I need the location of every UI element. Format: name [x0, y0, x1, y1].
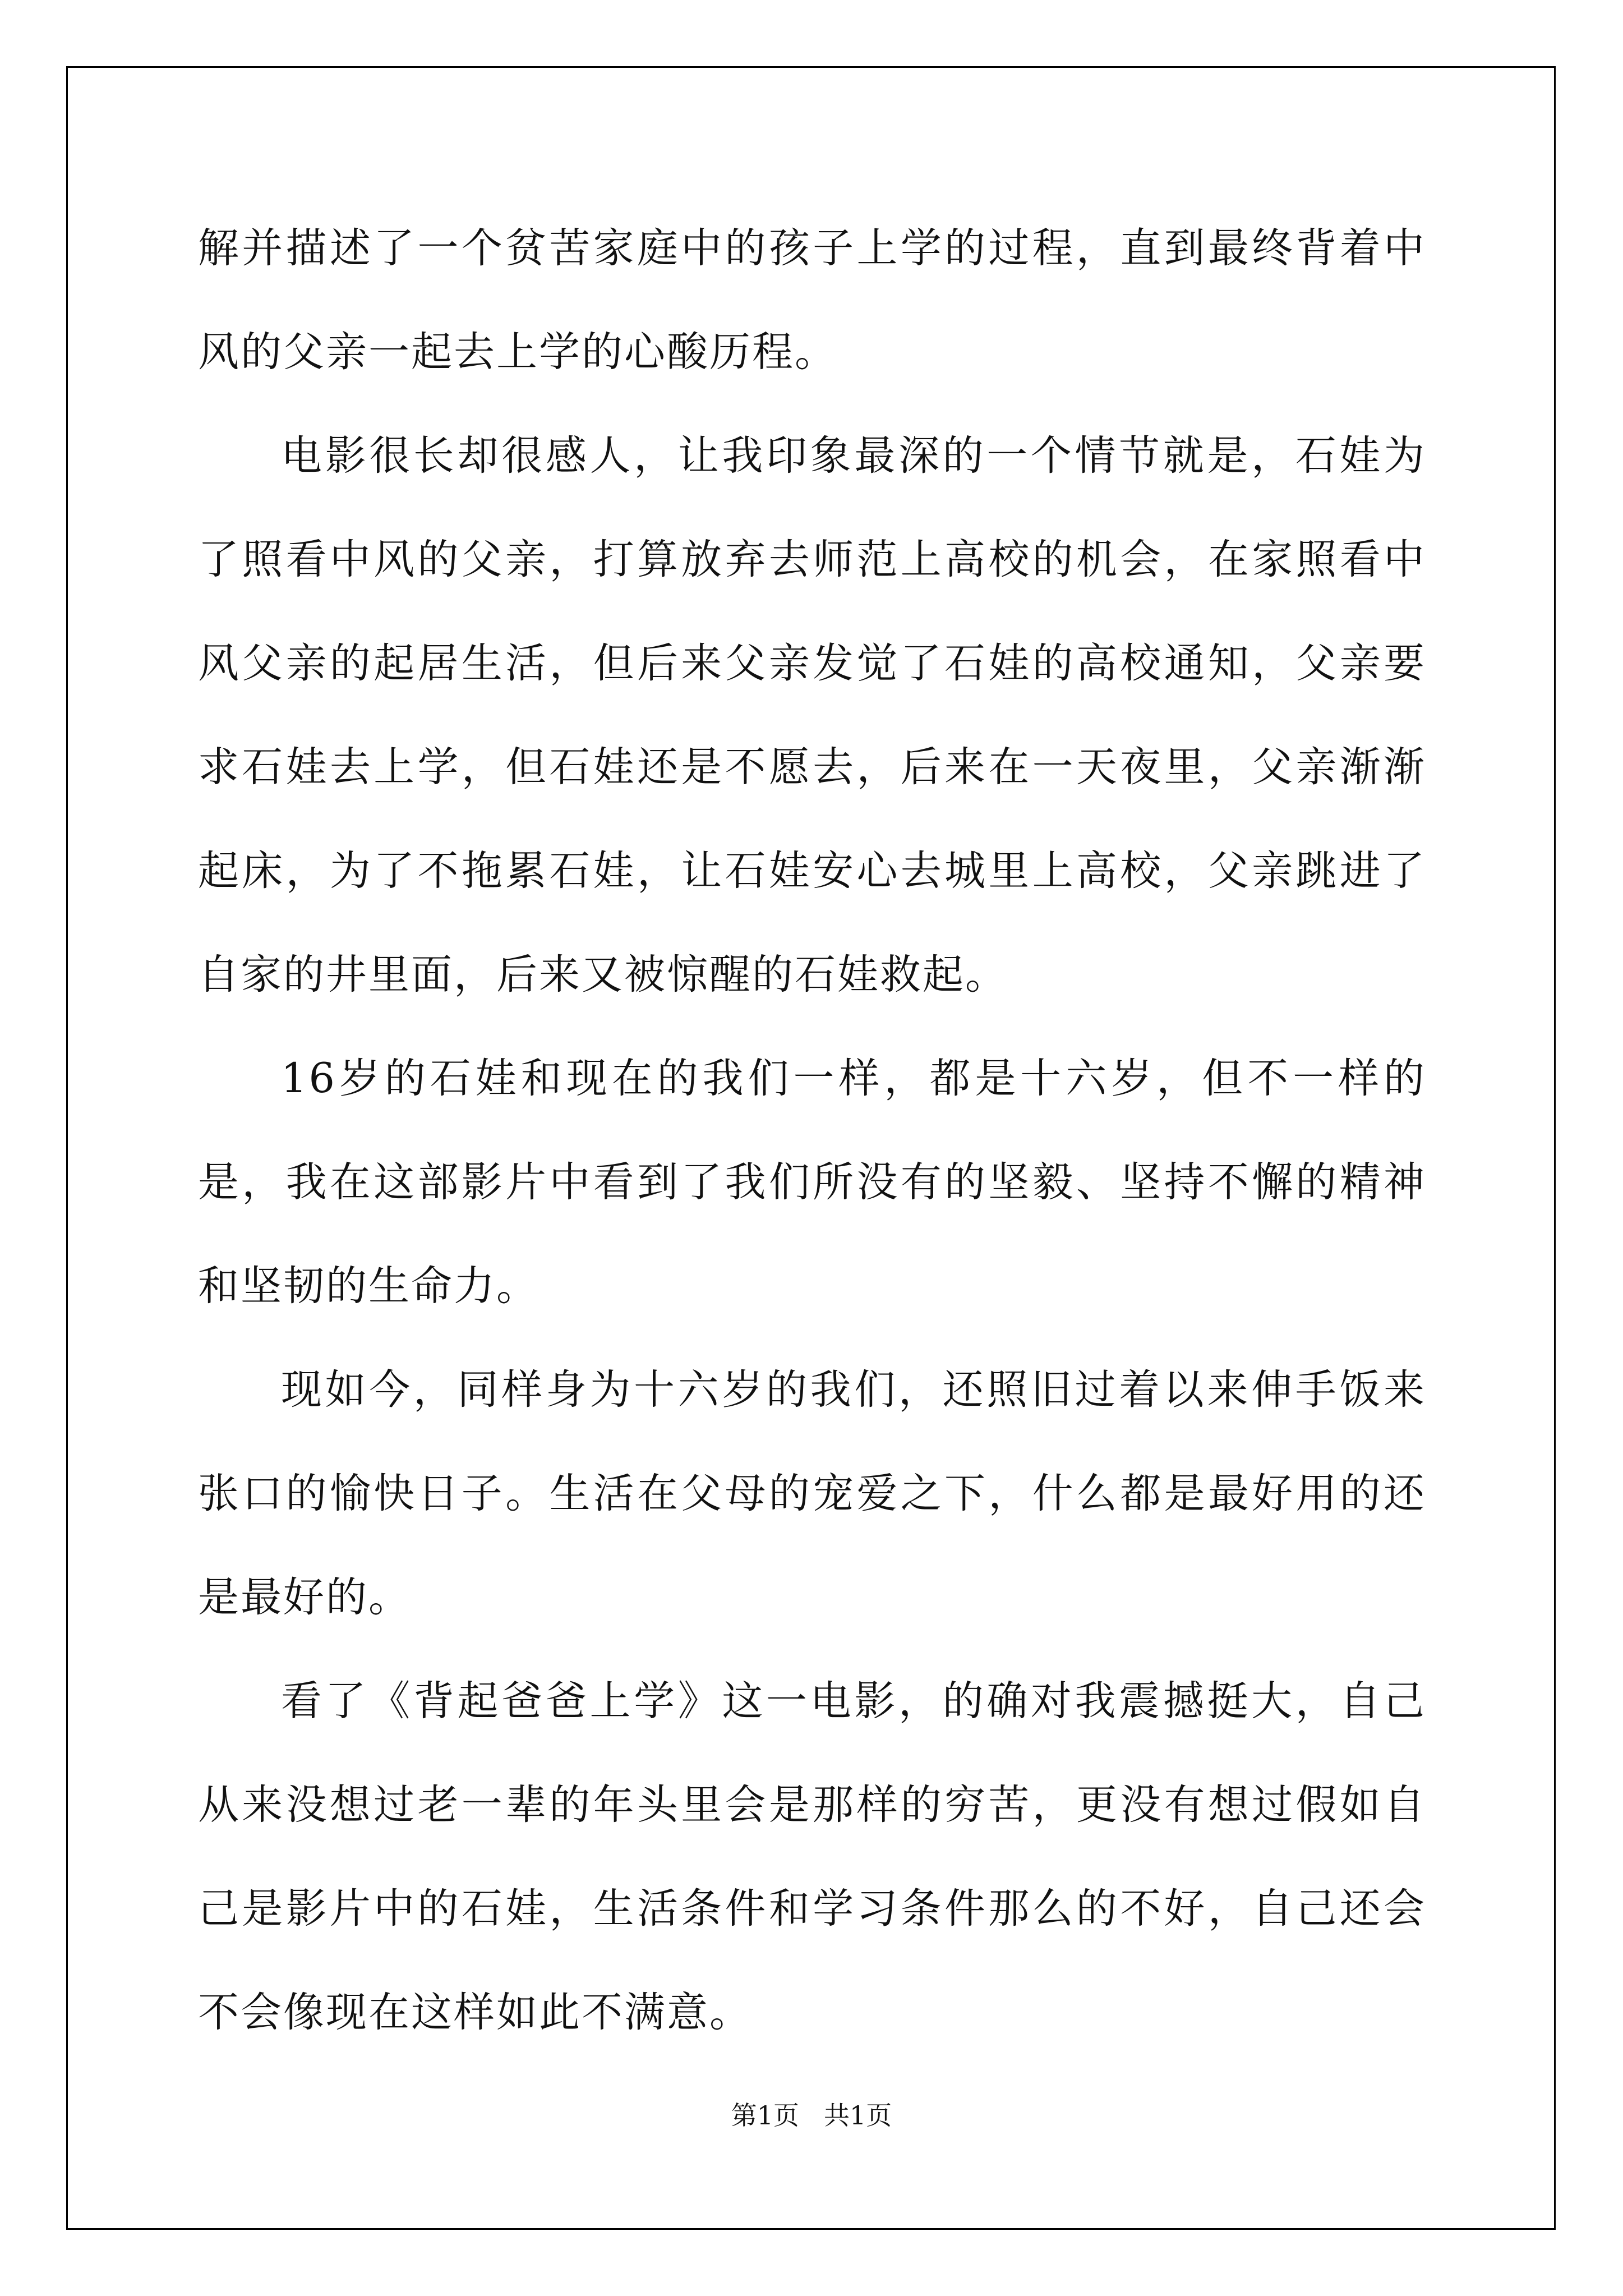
paragraph-2: 电影很长却很感人，让我印象最深的一个情节就是，石娃为了照看中风的父亲，打算放弃去师范上高校的机会，在家照看中风父亲的起居生活，但后来父亲发觉了石娃的高校通知，父亲要求石娃去上学，但石娃还是不愿去，后来在一天夜里，父亲渐渐起床，为了不拖累石娃，让石娃安心去城里上高校，父亲跳进了自家的井里面，后来又被惊醒的石娃救起。: [198, 432, 1426, 999]
document-body: [198, 196, 1426, 2064]
page-number: 第1页: [731, 2100, 800, 2131]
paragraph-5: 看了《背起爸爸上学》这一电影，的确对我震撼挺大，自己从来没想过老一辈的年头里会是那样的穷苦，更没有想过假如自己是影片中的石娃，生活条件和学习条件那么的不好，自己还会不会像现在这样如此不满意。: [198, 1677, 1426, 2036]
page-footer: [0, 2095, 1623, 2132]
page-total: 共1页: [823, 2100, 892, 2131]
paragraph-4: 现如今，同样身为十六岁的我们，还照旧过着以来伸手饭来张口的愉快日子。生活在父母的宠爱之下，什么都是最好用的还是最好的。: [198, 1366, 1426, 1621]
paragraph-1: 解并描述了一个贫苦家庭中的孩子上学的过程，直到最终背着中风的父亲一起去上学的心酸历程。: [198, 224, 1426, 376]
paragraph-3: 16岁的石娃和现在的我们一样，都是十六岁，但不一样的是，我在这部影片中看到了我们所没有的坚毅、坚持不懈的精神和坚韧的生命力。: [198, 1055, 1426, 1310]
